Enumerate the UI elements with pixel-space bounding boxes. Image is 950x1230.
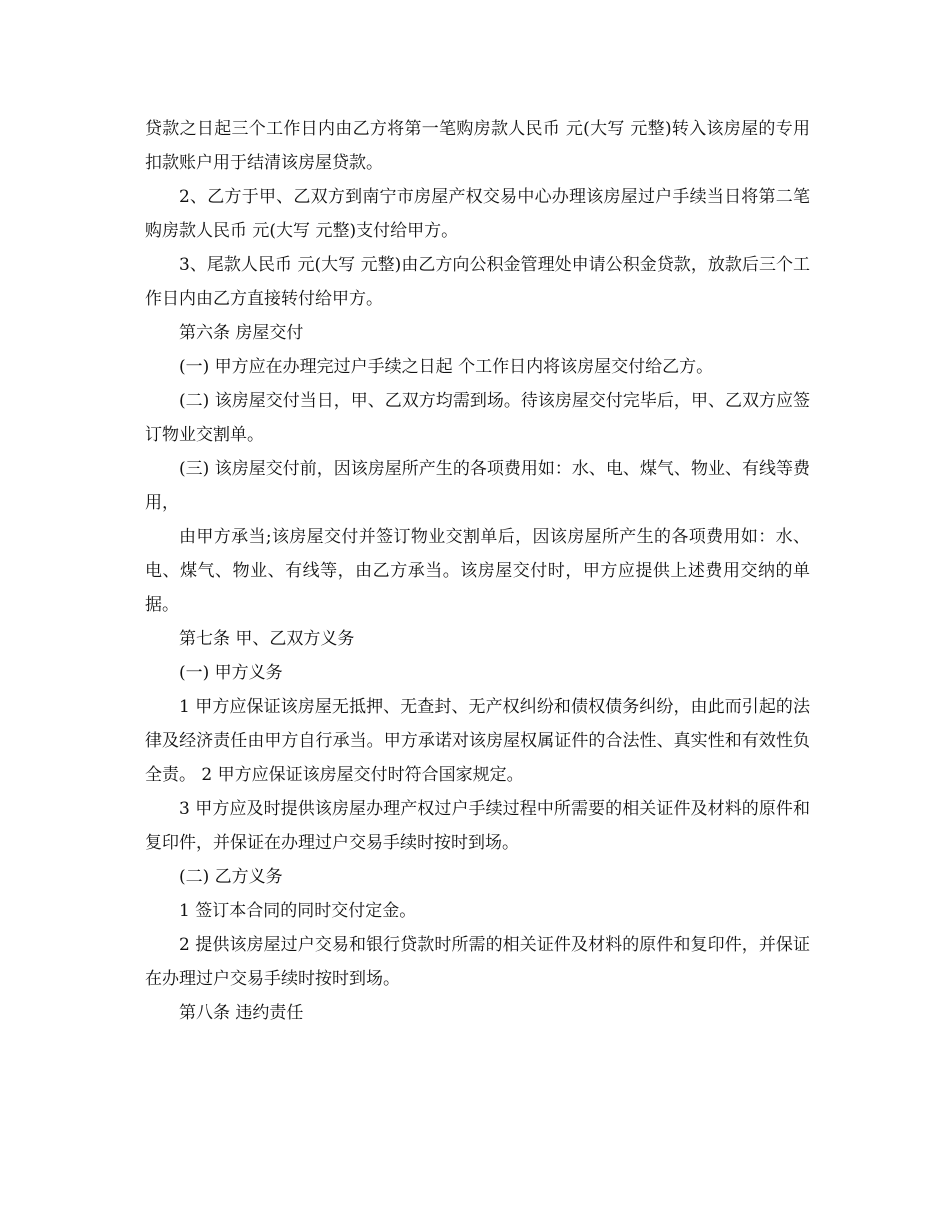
paragraph-delivery-1: (一) 甲方应在办理完过户手续之日起 个工作日内将该房屋交付给乙方。	[179, 357, 714, 377]
paragraph-party-a-duty-3: 3 甲方应及时提供该房屋办理产权过户手续过程中所需要的相关证件及材料的原件和复印件，并保证在办理过户交易手续时按时到场。	[145, 799, 810, 853]
document-body	[145, 112, 810, 1030]
paragraph-party-a-duty-1: 1 甲方应保证该房屋无抵押、无查封、无产权纠纷和债权债务纠纷，由此而引起的法律及经济责任由甲方自行承当。甲方承诺对该房屋权属证件的合法性、真实性和有效性负全责。 2 甲方应保证该房屋交付时符合国家规定。	[145, 697, 810, 785]
paragraph-party-b-duty-1: 1 签订本合同的同时交付定金。	[179, 901, 417, 921]
paragraph-party-b-duty-2: 2 提供该房屋过户交易和银行贷款时所需的相关证件及材料的原件和复印件，并保证在办理过户交易手续时按时到场。	[145, 935, 810, 989]
paragraph-delivery-3: (三) 该房屋交付前，因该房屋所产生的各项费用如：水、电、煤气、物业、有线等费用，	[145, 459, 810, 513]
paragraph-second-payment: 2、乙方于甲、乙双方到南宁市房屋产权交易中心办理该房屋过户手续当日将第二笔购房款人民币 元(大写 元整)支付给甲方。	[145, 187, 810, 241]
section-heading-article-7: 第七条 甲、乙双方义务	[179, 629, 355, 649]
subheading-party-a-duties: (一) 甲方义务	[179, 663, 283, 683]
paragraph-fees: 由甲方承当;该房屋交付并签订物业交割单后，因该房屋所产生的各项费用如：水、电、煤气、物业、有线等，由乙方承当。该房屋交付时，甲方应提供上述费用交纳的单据。	[145, 527, 810, 615]
section-heading-article-8: 第八条 违约责任	[179, 1003, 304, 1023]
paragraph-continued-loan: 贷款之日起三个工作日内由乙方将第一笔购房款人民币 元(大写 元整)转入该房屋的专用扣款账户用于结清该房屋贷款。	[145, 119, 810, 173]
section-heading-article-6: 第六条 房屋交付	[179, 323, 304, 343]
paragraph-delivery-2: (二) 该房屋交付当日，甲、乙双方均需到场。待该房屋交付完毕后，甲、乙双方应签订物业交割单。	[145, 391, 810, 445]
subheading-party-b-duties: (二) 乙方义务	[179, 867, 283, 887]
paragraph-final-payment: 3、尾款人民币 元(大写 元整)由乙方向公积金管理处申请公积金贷款，放款后三个工作日内由乙方直接转付给甲方。	[145, 255, 810, 309]
